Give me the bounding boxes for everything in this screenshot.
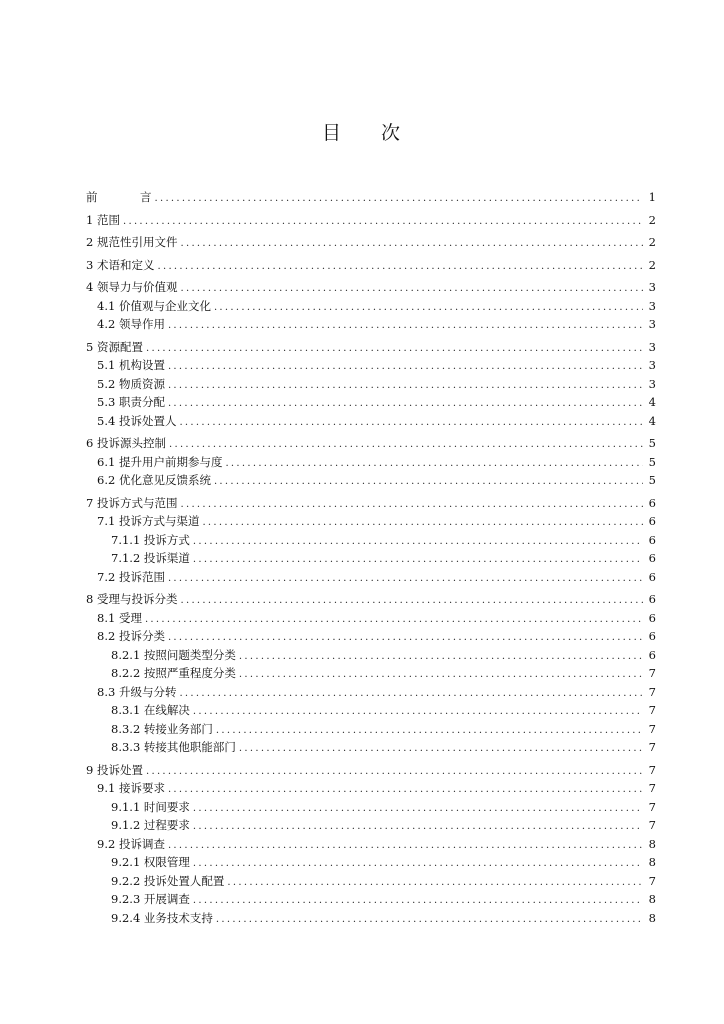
toc-dot-leader: [168, 395, 643, 414]
toc-entry-label: 9.2.4 业务技术支持: [111, 910, 213, 925]
toc-entry[interactable]: [86, 609, 656, 628]
toc-page-number: 7: [648, 740, 656, 754]
toc-entry-label: 4 领导力与价值观: [86, 280, 178, 294]
toc-entry[interactable]: [86, 256, 656, 275]
toc-page-number: 7: [648, 873, 656, 888]
toc-page-number: 7: [648, 666, 656, 680]
toc-page-number: 6: [648, 514, 656, 528]
toc-entry-label: 9.2.3 开展调查: [111, 892, 190, 906]
toc-page-number: 3: [648, 298, 656, 313]
toc-entry[interactable]: [86, 664, 656, 683]
toc-entry-label: 9.1.2 过程要求: [111, 818, 190, 832]
toc-dot-leader: [179, 685, 643, 704]
toc-entry-label: 8.2.2 按照严重程度分类: [111, 666, 236, 680]
toc-dot-leader: [180, 235, 643, 254]
toc-page-number: 6: [648, 569, 656, 584]
toc-entry-label: 9.1 接诉要求: [97, 781, 165, 795]
toc-page-number: 3: [648, 376, 656, 391]
toc-page-number: 4: [648, 413, 656, 428]
toc-dot-leader: [193, 533, 643, 552]
toc-entry-label: 7 投诉方式与范围: [86, 495, 178, 510]
toc-entry[interactable]: [86, 720, 656, 739]
toc-entry[interactable]: [86, 211, 656, 230]
toc-entry-label: 9.1.1 时间要求: [111, 799, 190, 814]
toc-page-number: 6: [648, 610, 656, 625]
toc-entry-label: 9.2.1 权限管理: [111, 855, 190, 869]
toc-dot-leader: [168, 570, 643, 589]
toc-entry-label: 4.2 领导作用: [97, 317, 165, 331]
toc-entry-label: 1 范围: [86, 212, 120, 227]
toc-dot-leader: [168, 317, 643, 336]
toc-entry[interactable]: [86, 816, 656, 835]
toc-entry-label: 8 受理与投诉分类: [86, 592, 178, 606]
toc-entry[interactable]: [86, 356, 656, 375]
toc-entry-label: 8.3.2 转接业务部门: [111, 721, 213, 736]
toc-entry-label: 9.2 投诉调查: [97, 836, 165, 851]
toc-entry[interactable]: [86, 375, 656, 394]
toc-dot-leader: [145, 611, 643, 630]
toc-page-number: 7: [648, 703, 656, 717]
toc-entry[interactable]: [86, 590, 656, 609]
toc-entry-label-part: 言: [140, 190, 152, 204]
toc-dot-leader: [216, 722, 643, 741]
toc-entry[interactable]: [86, 646, 656, 665]
toc-page-number: 2: [648, 235, 656, 249]
toc-entry-label: 3 术语和定义: [86, 257, 155, 272]
toc-entry[interactable]: [86, 701, 656, 720]
toc-page-number: 7: [648, 818, 656, 832]
toc-page-number: 2: [648, 257, 656, 272]
toc-entry-label: 7.1 投诉方式与渠道: [97, 514, 200, 528]
toc-entry-label-part: 前: [86, 190, 98, 204]
toc-entry-label: 7.1.1 投诉方式: [111, 532, 190, 547]
toc-dot-leader: [214, 299, 643, 318]
toc-page-number: 7: [648, 762, 656, 777]
toc-page-number: 5: [648, 436, 656, 450]
toc-page-number: 6: [648, 647, 656, 662]
toc-entry-label: 9.2.2 投诉处置人配置: [111, 873, 225, 888]
toc-page-number: 3: [648, 280, 656, 294]
toc-dot-leader: [168, 837, 643, 856]
toc-entry-label: 5 资源配置: [86, 339, 143, 354]
toc-entry-label: 2 规范性引用文件: [86, 235, 178, 249]
toc-entry[interactable]: [86, 434, 656, 453]
toc-entry[interactable]: [86, 627, 656, 646]
toc-page-number: 7: [648, 721, 656, 736]
toc-entry[interactable]: [86, 549, 656, 568]
toc-entry-label: [86, 188, 152, 207]
toc-entry[interactable]: [86, 779, 656, 798]
toc-page-number: 2: [648, 212, 656, 227]
toc-dot-leader: [193, 703, 643, 722]
toc-entry[interactable]: [86, 412, 656, 431]
toc-entry-label: 5.2 物质资源: [97, 376, 165, 391]
toc-page-number: 3: [648, 317, 656, 331]
toc-page-number: 5: [648, 454, 656, 469]
toc-dot-leader: [180, 496, 643, 515]
toc-entry[interactable]: [86, 909, 656, 928]
toc-entry[interactable]: [86, 471, 656, 490]
toc-dot-leader: [193, 855, 643, 874]
toc-dot-leader: [239, 666, 643, 685]
toc-entry[interactable]: [86, 531, 656, 550]
toc-entry-label: 5.4 投诉处置人: [97, 413, 177, 428]
toc-dot-leader: [157, 258, 643, 277]
toc-dot-leader: [168, 781, 643, 800]
toc-entry-label: 8.1 受理: [97, 610, 142, 625]
toc-entry-label: 4.1 价值观与企业文化: [97, 298, 211, 313]
title-part-2: 次: [381, 122, 403, 144]
toc-page-number: 8: [648, 855, 656, 869]
toc-entry[interactable]: [86, 761, 656, 780]
toc-entry[interactable]: [86, 188, 656, 207]
toc-dot-leader: [239, 740, 643, 759]
toc-dot-leader: [146, 340, 643, 359]
toc-dot-leader: [193, 892, 643, 911]
toc-page-number: 7: [648, 781, 656, 795]
toc-entry[interactable]: [86, 568, 656, 587]
toc-entry-label: 8.3 升级与分转: [97, 684, 177, 699]
toc-entry-label: 8.2.1 按照问题类型分类: [111, 647, 236, 662]
toc-dot-leader: [225, 455, 643, 474]
toc-entry-label: 5.1 机构设置: [97, 358, 165, 372]
toc-entry[interactable]: [86, 890, 656, 909]
toc-dot-leader: [216, 911, 643, 930]
toc-entry-label: 8.3.1 在线解决: [111, 703, 190, 717]
toc-dot-leader: [179, 414, 643, 433]
toc-dot-leader: [123, 213, 643, 232]
toc-page-number: 6: [648, 495, 656, 510]
toc-entry-label: 9 投诉处置: [86, 762, 143, 777]
toc-entry[interactable]: [86, 853, 656, 872]
toc-entry[interactable]: [86, 494, 656, 513]
toc-entry[interactable]: [86, 315, 656, 334]
title-part-1: 目: [321, 122, 343, 144]
toc-dot-leader: [202, 514, 643, 533]
toc-entry[interactable]: [86, 738, 656, 757]
toc-page-number: 8: [648, 892, 656, 906]
toc-page-number: 8: [648, 836, 656, 851]
toc-entry[interactable]: [86, 233, 656, 252]
toc-page-number: 3: [648, 358, 656, 372]
toc-dot-leader: [227, 874, 643, 893]
toc-page-number: 7: [648, 684, 656, 699]
toc-entry[interactable]: [86, 683, 656, 702]
toc-dot-leader: [193, 800, 643, 819]
toc-page-number: 6: [648, 551, 656, 565]
toc-entry-label: 7.2 投诉范围: [97, 569, 165, 584]
toc-dot-leader: [239, 648, 643, 667]
toc-page-number: 7: [648, 799, 656, 814]
toc-dot-leader: [180, 592, 643, 611]
toc-entry[interactable]: [86, 512, 656, 531]
toc-dot-leader: [155, 190, 644, 209]
toc-entry[interactable]: [86, 835, 656, 854]
toc-page-number: 5: [648, 473, 656, 487]
toc-entry-label: 6.2 优化意见反馈系统: [97, 473, 211, 487]
toc-dot-leader: [169, 436, 643, 455]
toc-page-number: 6: [648, 592, 656, 606]
toc-dot-leader: [193, 551, 643, 570]
toc-dot-leader: [193, 818, 643, 837]
toc-page-number: 3: [648, 339, 656, 354]
toc-dot-leader: [214, 473, 643, 492]
toc-entry[interactable]: [86, 798, 656, 817]
toc-entry[interactable]: [86, 393, 656, 412]
toc-entry-label: 8.3.3 转接其他职能部门: [111, 740, 236, 754]
toc-entry[interactable]: [86, 453, 656, 472]
toc-entry-label: 8.2 投诉分类: [97, 629, 165, 643]
toc-entry-label: 6.1 提升用户前期参与度: [97, 454, 223, 469]
toc-entry-label: 5.3 职责分配: [97, 395, 165, 409]
toc-entry-label: 6 投诉源头控制: [86, 436, 166, 450]
toc-dot-leader: [180, 280, 643, 299]
toc-page-number: 4: [648, 395, 656, 409]
toc-dot-leader: [146, 763, 643, 782]
toc-entry[interactable]: [86, 278, 656, 297]
toc-page-number: 1: [648, 190, 656, 204]
toc-dot-leader: [168, 377, 643, 396]
toc-entry-label: 7.1.2 投诉渠道: [111, 551, 190, 565]
page-title: [0, 118, 724, 145]
toc-page-number: 6: [648, 532, 656, 547]
toc-page-number: 8: [648, 910, 656, 925]
toc-entry[interactable]: [86, 338, 656, 357]
toc-page-number: 6: [648, 629, 656, 643]
table-of-contents: [86, 188, 656, 927]
toc-entry[interactable]: [86, 297, 656, 316]
toc-dot-leader: [168, 358, 643, 377]
toc-dot-leader: [168, 629, 643, 648]
toc-entry[interactable]: [86, 872, 656, 891]
